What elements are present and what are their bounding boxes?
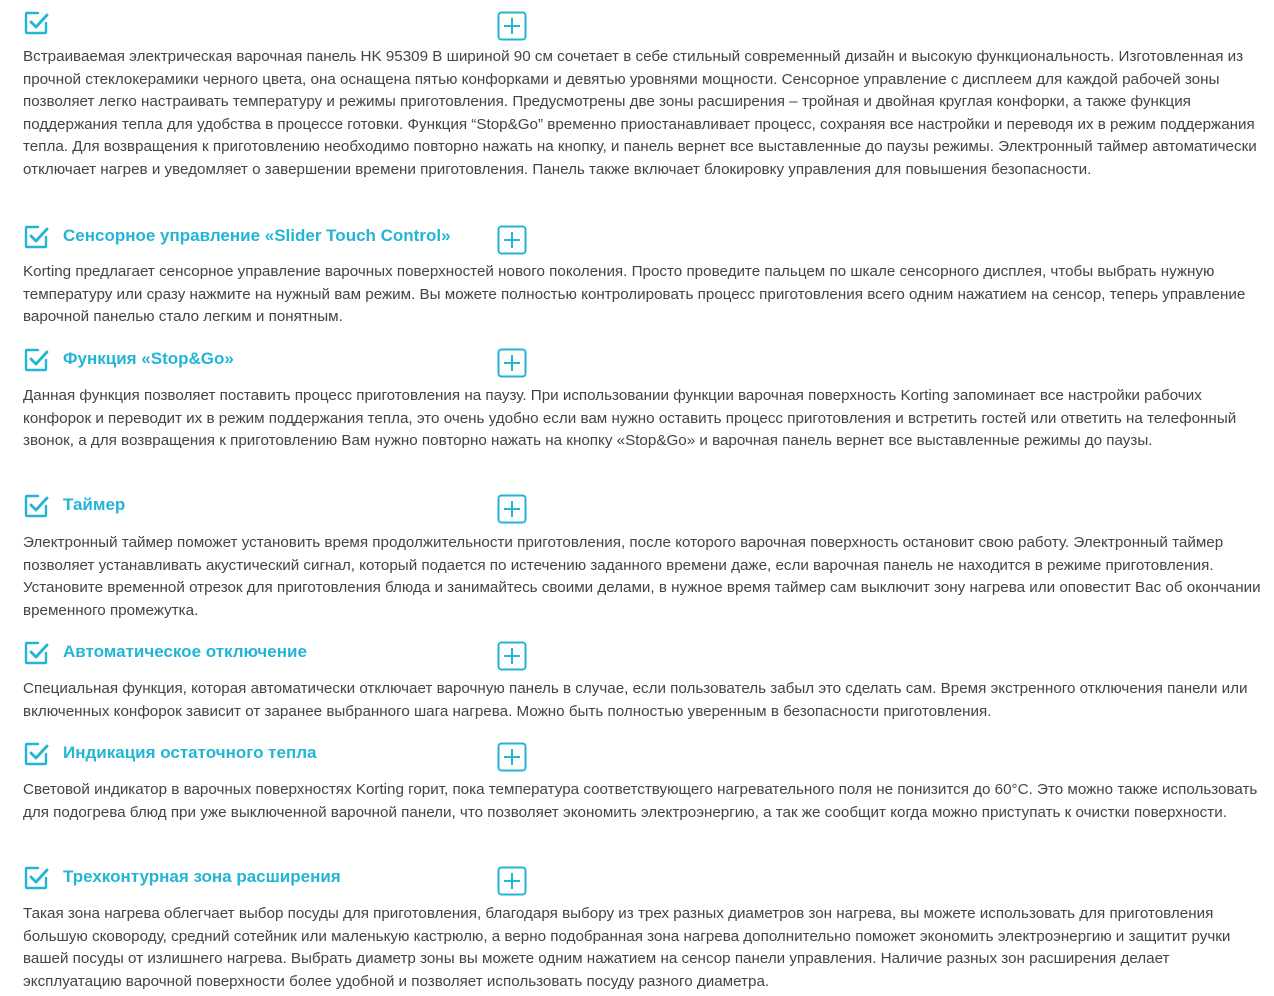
plus-square-icon[interactable] (497, 866, 527, 896)
feature-description: Световой индикатор в варочных поверхностях Korting горит, пока температура соответствующего нагревательного поля не понизится до 60°C. Это можно также использовать для подогрева блюд при уже выключенной варочной панели, что позволяет экономить электроэнергию, а так же сообщит когда можно приступать к очистки поверхности. (23, 781, 1258, 821)
feature-header (0, 10, 1274, 50)
feature-description: Такая зона нагрева облегчает выбор посуды для приготовления, благодаря выбору из трех разных диаметров зон нагрева, вы можете использовать для приготовления большую сковороду, средний сотейник или маленькую кастрюлю, а верно подобранная зона нагрева дополнительно поможет экономить электроэнергию и защитит ручки вашей посуды от излишнего нагрева. Выбрать диаметр зоны вы можете одним нажатием на сенсор панели управления. Наличие разных зон расширения делает эксплуатацию варочной поверхности более удобной и позволяет использовать посуду разного диаметра. (23, 905, 1231, 990)
feature-description: Данная функция позволяет поставить процесс приготовления на паузу. При использовании функции варочная поверхность Korting запоминает все настройки рабочих конфорок и переводит их в режим поддержания тепла, это очень удобно если вам нужно оставить процесс приготовления и встретить гостей или ответить на телефонный звонок, а для возвращения к приготовлению Вам нужно повторно нажать на кнопку «Stop&Go» и варочная панель вернет все выставленные режимы до паузы. (23, 387, 1237, 450)
feature-section-timer (0, 493, 1274, 619)
feature-title: Автоматическое отключение (63, 642, 307, 661)
feature-section-auto-shutoff (0, 640, 1274, 720)
feature-section-intro (0, 10, 1274, 178)
plus-square-icon[interactable] (497, 641, 527, 671)
feature-title: Трехконтурная зона расширения (63, 867, 341, 886)
plus-square-icon[interactable] (497, 742, 527, 772)
feature-title: Индикация остаточного тепла (63, 743, 317, 762)
plus-square-icon[interactable] (497, 225, 527, 255)
feature-title: Сенсорное управление «Slider Touch Control» (63, 226, 451, 245)
feature-section-residual-heat (0, 741, 1274, 821)
feature-header (0, 741, 1274, 781)
feature-title: Таймер (63, 495, 126, 514)
feature-section-stop-go (0, 347, 1274, 450)
check-square-icon (23, 493, 49, 519)
plus-square-icon[interactable] (497, 348, 527, 378)
feature-section-triple-zone (0, 865, 1274, 990)
feature-header (0, 224, 1274, 264)
feature-description: Встраиваемая электрическая варочная панель HK 95309 B шириной 90 см сочетает в себе стильный современный дизайн и высокую функциональность. Изготовленная из прочной стеклокерамики черного цвета, она оснащена пятью конфорками и девятью уровнями мощности. Сенсорное управление с дисплеем для каждой рабочей зоны позволяет легко настраивать температуру и режимы приготовления. Предусмотрены две зоны расширения – тройная и двойная круглая конфорки, а также функция поддержания тепла для удобства в процессе готовки. Функция “Stop&Go” временно приостанавливает процесс, сохраняя все настройки и переводя их в режим поддержания тепла. Для возвращения к приготовлению необходимо повторно нажать на кнопку, и панель вернет все выставленные до паузы режимы. Электронный таймер автоматически отключает нагрев и уведомляет о завершении времени приготовления. Панель также включает блокировку управления для повышения безопасности. (23, 48, 1257, 178)
plus-square-icon[interactable] (497, 494, 527, 524)
feature-title: Функция «Stop&Go» (63, 349, 234, 368)
check-square-icon (23, 640, 49, 666)
check-square-icon (23, 741, 49, 767)
feature-description: Специальная функция, которая автоматически отключает варочную панель в случае, если пользователь забыл это сделать сам. Время экстренного отключения панели или включенных конфорок зависит от заранее выбранного шага нагрева. Можно быть полностью уверенным в безопасности приготовления. (23, 680, 1248, 720)
feature-header (0, 347, 1274, 387)
feature-header (0, 640, 1274, 680)
check-square-icon (23, 865, 49, 891)
feature-header (0, 493, 1274, 533)
check-square-icon (23, 347, 49, 373)
plus-square-icon[interactable] (497, 11, 527, 41)
check-square-icon (23, 10, 49, 36)
feature-description: Электронный таймер поможет установить время продолжительности приготовления, после которого варочная поверхность остановит свою работу. Электронный таймер позволяет устанавливать акустический сигнал, который подается по истечению заданного времени даже, если варочная панель не находится в режиме приготовления. Установите временной отрезок для приготовления блюда и занимайтесь своими делами, в нужное время таймер сам выключит зону нагрева или оповестит Вас об окончании временного промежутка. (23, 534, 1261, 619)
feature-section-slider-touch-control (0, 224, 1274, 326)
check-square-icon (23, 224, 49, 250)
feature-description: Korting предлагает сенсорное управление варочных поверхностей нового поколения. Просто проведите пальцем по шкале сенсорного дисплея, чтобы выбрать нужную температуру или сразу нажмите на нужный вам режим. Вы можете полностью контролировать процесс приготовления всего одним нажатием на сенсор, теперь управление варочной панелью стало легким и понятным. (23, 263, 1246, 326)
feature-header (0, 865, 1274, 905)
